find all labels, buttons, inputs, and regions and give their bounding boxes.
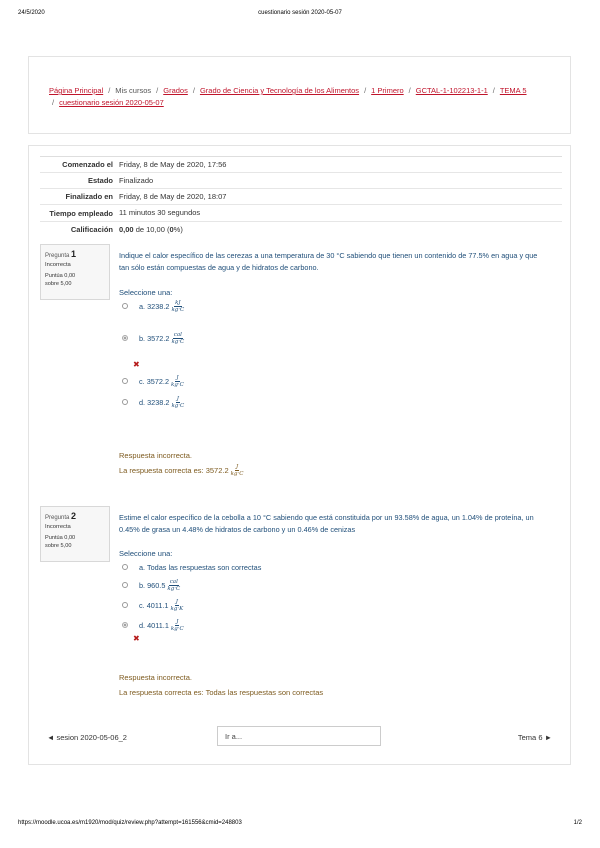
question-2-info: Pregunta 2 Incorrecta Puntúa 0,00 sobre 5,00 xyxy=(40,506,110,562)
radio-button[interactable] xyxy=(122,602,128,608)
activity-navigation xyxy=(29,726,570,748)
print-header xyxy=(18,10,582,22)
navbar-box xyxy=(28,56,571,134)
print-footer xyxy=(18,820,582,832)
breadcrumb-quiz[interactable]: cuestionario sesión 2020-05-07 xyxy=(59,98,164,107)
summary-row-finished: Finalizado en Friday, 8 de May de 2020, 18:07 xyxy=(40,188,562,204)
question-2-option-d[interactable]: d. 4011.1 $\frac{J}{kg\cdot C}$ xyxy=(122,617,184,633)
breadcrumb-home[interactable]: Página Principal xyxy=(49,86,104,95)
question-2-text: Estime el calor específico de la cebolla a 10 °C sabiendo que está constituida por un 93.58% de agua, un 1.04% de proteína, un 0.45% de grasa un 4.48% de hidratos de carbono y un 0.46% de cenizas xyxy=(119,513,534,534)
radio-button[interactable] xyxy=(122,303,128,309)
question-2-option-c[interactable]: c. 4011.1 $\frac{J}{kg\cdot K}$ xyxy=(122,597,183,613)
grade-value: 0,00 de 10,00 (0%) xyxy=(119,225,183,234)
print-page-number: 1/2 xyxy=(573,820,582,826)
unit-fraction: $\frac{kJ}{kg\cdot C}$ xyxy=(171,299,185,313)
question-1-info: Pregunta 1 Incorrecta Puntúa 0,00 sobre 5,00 xyxy=(40,244,110,300)
breadcrumb-year[interactable]: 1 Primero xyxy=(371,86,404,95)
breadcrumb: Página Principal / Mis cursos / Grados / Grado de Ciencia y Tecnología de los Alimentos / 1 Primero / GCTAL-1-102213-1-1 / TEMA 5 / cuestionario sesión 2020-05-07 xyxy=(49,86,527,107)
question-1-grade: Puntúa 0,00 sobre 5,00 xyxy=(45,273,76,287)
question-2-grade: Puntúa 0,00 sobre 5,00 xyxy=(45,535,76,549)
question-2-state: Incorrecta xyxy=(45,524,71,530)
question-1-prompt: Seleccione una: xyxy=(119,288,173,297)
radio-button[interactable] xyxy=(122,378,128,384)
summary-row-state: Estado Finalizado xyxy=(40,172,562,188)
summary-row-started: Comenzado el Friday, 8 de May de 2020, 17:56 xyxy=(40,156,562,172)
unit-fraction: $\frac{J}{kg\cdot C}$ xyxy=(171,374,184,388)
breadcrumb-degrees[interactable]: Grados xyxy=(163,86,188,95)
question-2-option-a[interactable]: a. Todas las respuestas son correctas xyxy=(122,559,261,575)
question-2-prompt: Seleccione una: xyxy=(119,549,173,558)
previous-activity-link[interactable]: ◄ sesion 2020-05-06_2 xyxy=(47,733,127,742)
attempt-summary-table xyxy=(40,156,562,237)
unit-fraction: $\frac{J}{kg\cdot C}$ xyxy=(171,395,185,409)
breadcrumb-degree[interactable]: Grado de Ciencia y Tecnología de los Alimentos xyxy=(199,86,360,95)
unit-fraction: $\frac{J}{kg\cdot K}$ xyxy=(170,598,184,612)
next-activity-link[interactable]: Tema 6 ► xyxy=(517,733,552,742)
unit-fraction: $\frac{J}{kg\cdot C}$ xyxy=(170,618,184,632)
unit-fraction: $\frac{\text{cal}}{kg\cdot C}$ xyxy=(171,331,185,345)
print-date: 24/5/2020 xyxy=(18,10,45,16)
breadcrumb-topic[interactable]: TEMA 5 xyxy=(499,86,527,95)
print-title: cuestionario sesión 2020-05-07 xyxy=(258,10,342,16)
question-1-option-b[interactable]: b. 3572.2 $\frac{\text{cal}}{kg\cdot C}$ xyxy=(122,330,184,346)
print-url: https://moodle.ucoa.es/m1920/mod/quiz/review.php?attempt=161556&cmid=248803 xyxy=(18,820,242,826)
question-1-text: Indique el calor específico de las cerezas a una temperatura de 30 °C sabiendo que tienen un contenido de 77.5% en agua y que tan sólo están compuestas de agua y de hidratos de carbono. xyxy=(119,251,538,272)
radio-button-selected[interactable] xyxy=(122,622,128,628)
question-1-state: Incorrecta xyxy=(45,262,71,268)
summary-row-time: Tiempo empleado 11 minutos 30 segundos xyxy=(40,204,562,221)
incorrect-cross-icon: ✖ xyxy=(133,634,140,643)
quiz-review-region xyxy=(28,145,571,765)
question-1-option-c[interactable]: c. 3572.2 $\frac{J}{kg\cdot C}$ xyxy=(122,373,184,389)
unit-fraction: $\frac{\text{cal}}{kg\cdot C}$ xyxy=(167,578,181,592)
radio-button[interactable] xyxy=(122,582,128,588)
question-1-correct-answer: La respuesta correcta es: 3572.2 $\frac{J}{kg\cdot C}$ xyxy=(119,464,244,477)
breadcrumb-course[interactable]: GCTAL-1-102213-1-1 xyxy=(415,86,488,95)
breadcrumb-my-courses: Mis cursos xyxy=(115,86,152,95)
question-1-option-a[interactable]: a. 3238.2 $\frac{kJ}{kg\cdot C}$ xyxy=(122,298,184,314)
radio-button[interactable] xyxy=(122,564,128,570)
unit-fraction: $\frac{J}{kg\cdot C}$ xyxy=(230,464,244,477)
question-1-option-d[interactable]: d. 3238.2 $\frac{J}{kg\cdot C}$ xyxy=(122,394,184,410)
jump-to-select[interactable]: Ir a... xyxy=(217,726,381,746)
question-1-feedback: Respuesta incorrecta. xyxy=(119,451,192,460)
question-2-feedback: Respuesta incorrecta. xyxy=(119,673,192,682)
summary-row-grade: Calificación 0,00 de 10,00 (0%) xyxy=(40,221,562,237)
question-2-option-b[interactable]: b. 960.5 $\frac{\text{cal}}{kg\cdot C}$ xyxy=(122,577,180,593)
question-2-correct-answer: La respuesta correcta es: Todas las respuestas son correctas xyxy=(119,688,324,697)
radio-button[interactable] xyxy=(122,399,128,405)
incorrect-cross-icon: ✖ xyxy=(133,360,140,369)
radio-button-selected[interactable] xyxy=(122,335,128,341)
